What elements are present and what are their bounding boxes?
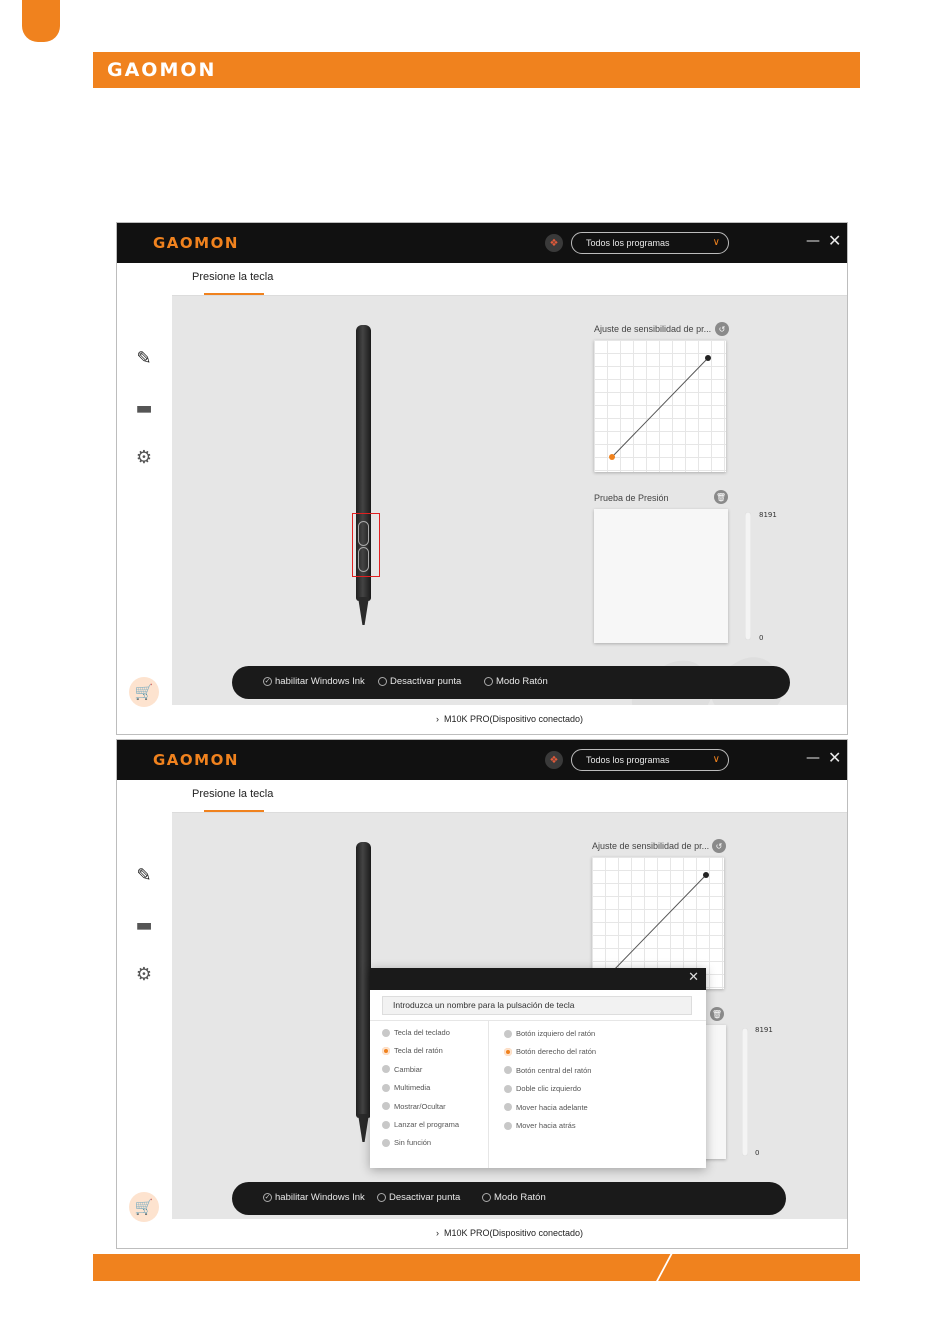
radio-icon	[504, 1122, 512, 1130]
tab-press-key[interactable]: Presione la tecla	[192, 788, 274, 800]
app-badge-icon[interactable]: ❖	[545, 751, 563, 769]
pen-settings-panel	[172, 296, 847, 705]
pen-settings-panel	[172, 813, 847, 1219]
radio-icon	[504, 1085, 512, 1093]
key-name-input[interactable]: Introduzca un nombre para la pulsación de tecla	[382, 996, 692, 1015]
function-type-option-label: Cambiar	[394, 1064, 423, 1074]
pressure-max-value: 8191	[759, 511, 777, 519]
radio-icon	[504, 1048, 512, 1056]
curve-end-handle	[703, 872, 709, 878]
tab-bar	[172, 780, 847, 813]
title-bar	[117, 740, 847, 780]
title-bar	[117, 223, 847, 263]
footer-slash	[653, 1254, 674, 1281]
tab-press-key[interactable]: Presione la tecla	[192, 271, 274, 283]
radio-icon	[484, 677, 493, 686]
device-status: › M10K PRO(Dispositivo conectado)	[172, 705, 847, 734]
document-footer	[93, 1254, 860, 1281]
function-type-option-label: Multimedia	[394, 1083, 431, 1093]
function-type-option[interactable]	[382, 1065, 422, 1074]
chevron-down-icon: ∨	[712, 754, 720, 765]
pressure-min-value: 0	[759, 634, 764, 642]
app-badge-icon[interactable]: ❖	[545, 234, 563, 252]
function-type-option-label: Tecla del ratón	[394, 1046, 443, 1056]
mouse-action-option[interactable]	[504, 1029, 595, 1038]
function-type-option[interactable]	[382, 1083, 430, 1092]
pen-tip	[358, 597, 369, 625]
document-header	[93, 52, 860, 88]
program-select[interactable]	[571, 749, 729, 771]
function-type-option-label: Tecla del teclado	[394, 1028, 450, 1037]
gear-icon[interactable]: ⚙	[135, 446, 153, 468]
divider	[370, 1020, 706, 1021]
pressure-min-value: 0	[755, 1149, 760, 1157]
radio-icon	[382, 1029, 390, 1037]
sidebar	[117, 780, 172, 1248]
dialog-close-button[interactable]: ✕	[688, 970, 699, 985]
device-status: › M10K PRO(Dispositivo conectado)	[172, 1219, 847, 1248]
mouse-mode-option[interactable]: Modo Ratón	[484, 676, 548, 687]
dialog-header	[370, 968, 706, 990]
trash-icon[interactable]: 🗑	[714, 490, 728, 504]
key-assignment-dialog	[370, 968, 706, 1168]
pressure-test-area[interactable]	[594, 509, 728, 643]
close-button[interactable]: ✕	[828, 748, 842, 767]
radio-icon	[377, 1193, 386, 1202]
windows-ink-option[interactable]: ✓ habilitar Windows Ink	[264, 676, 365, 687]
minimize-button[interactable]: —	[806, 750, 820, 766]
tab-active-indicator	[204, 810, 264, 812]
app-logo: GAOMON	[153, 234, 239, 252]
pen-tip	[358, 1114, 369, 1142]
curve-end-handle	[705, 355, 711, 361]
disable-tip-option[interactable]: Desactivar punta	[378, 676, 461, 687]
cart-icon[interactable]: 🛒	[129, 1192, 159, 1222]
tab-bar	[172, 263, 847, 296]
function-type-option[interactable]	[382, 1102, 446, 1111]
sidebar	[117, 263, 172, 734]
program-select-value: Todos los programas	[586, 238, 670, 248]
brand-logo: GAOMON	[107, 59, 217, 81]
curve-svg	[594, 340, 726, 472]
windows-ink-option[interactable]: ✓ habilitar Windows Ink	[264, 1192, 365, 1203]
gear-icon[interactable]: ⚙	[135, 963, 153, 985]
function-type-option-label: Lanzar el programa	[394, 1120, 460, 1129]
program-select[interactable]	[571, 232, 729, 254]
radio-icon	[382, 1065, 390, 1073]
radio-icon	[382, 1102, 390, 1110]
radio-icon	[382, 1047, 390, 1055]
pressure-max-value: 8191	[755, 1026, 773, 1034]
mouse-action-option[interactable]	[504, 1066, 591, 1075]
minimize-button[interactable]: —	[806, 233, 820, 249]
close-button[interactable]: ✕	[828, 231, 842, 250]
pen-button-highlight	[352, 513, 380, 577]
mouse-action-option-label: Mover hacia adelante	[516, 1102, 588, 1112]
radio-icon	[378, 677, 387, 686]
disable-tip-option[interactable]: Desactivar punta	[377, 1192, 460, 1203]
curve-start-handle	[609, 454, 615, 460]
app-logo: GAOMON	[153, 751, 239, 769]
mouse-action-option-label: Botón izquiero del ratón	[516, 1029, 596, 1038]
pen-icon[interactable]: ✎	[136, 347, 152, 369]
pen-body	[356, 842, 371, 1118]
pressure-test-label: Prueba de Presión	[594, 493, 669, 503]
pen-options-toolbar	[232, 1182, 786, 1215]
function-type-option-label: Sin función	[394, 1138, 432, 1148]
divider	[488, 1021, 489, 1168]
mouse-action-option[interactable]	[504, 1047, 596, 1056]
radio-icon	[382, 1139, 390, 1147]
radio-icon	[382, 1121, 390, 1129]
pressure-level-bar	[745, 512, 751, 640]
sensitivity-label: Ajuste de sensibilidad de pr...	[594, 324, 712, 334]
function-type-option[interactable]	[382, 1046, 443, 1055]
radio-icon	[382, 1084, 390, 1092]
driver-window-dialog	[116, 739, 848, 1249]
mouse-action-option-label: Botón central del ratón	[516, 1065, 592, 1075]
reset-icon[interactable]: ↺	[715, 322, 729, 336]
check-icon: ✓	[264, 1194, 271, 1201]
check-icon: ✓	[264, 678, 271, 685]
function-type-option[interactable]	[382, 1138, 431, 1147]
radio-icon	[482, 1193, 491, 1202]
mouse-action-option-label: Doble clic izquierdo	[516, 1084, 582, 1094]
cart-icon[interactable]: 🛒	[129, 677, 159, 707]
mouse-mode-option[interactable]: Modo Ratón	[482, 1192, 546, 1203]
radio-icon	[504, 1103, 512, 1111]
monitor-icon[interactable]: ▬	[135, 914, 153, 936]
radio-icon	[504, 1066, 512, 1074]
chevron-down-icon: ∨	[712, 237, 720, 248]
pen-icon[interactable]: ✎	[136, 864, 152, 886]
program-select-value: Todos los programas	[586, 755, 670, 765]
monitor-icon[interactable]: ▬	[135, 397, 153, 419]
mouse-action-option-label: Botón derecho del ratón	[516, 1047, 597, 1057]
driver-window-main	[116, 222, 848, 735]
mouse-action-option-label: Mover hacia atrás	[516, 1121, 576, 1130]
sensitivity-label: Ajuste de sensibilidad de pr...	[592, 841, 710, 851]
page-tab-marker	[22, 0, 60, 42]
pressure-level-bar	[742, 1028, 748, 1156]
mouse-action-option[interactable]	[504, 1084, 581, 1093]
pen-options-toolbar	[232, 666, 790, 699]
mouse-action-option[interactable]	[504, 1103, 588, 1112]
trash-icon[interactable]: 🗑	[710, 1007, 724, 1021]
function-type-option[interactable]	[382, 1028, 450, 1037]
chevron-right-icon[interactable]: ›	[435, 1228, 444, 1238]
pen-illustration	[352, 325, 374, 635]
sensitivity-curve[interactable]	[594, 340, 726, 472]
function-type-option[interactable]	[382, 1120, 459, 1129]
radio-icon	[504, 1030, 512, 1038]
function-type-option-label: Mostrar/Ocultar	[394, 1101, 446, 1111]
tab-active-indicator	[204, 293, 264, 295]
chevron-right-icon[interactable]: ›	[435, 714, 444, 724]
reset-icon[interactable]: ↺	[712, 839, 726, 853]
mouse-action-option[interactable]	[504, 1121, 576, 1130]
